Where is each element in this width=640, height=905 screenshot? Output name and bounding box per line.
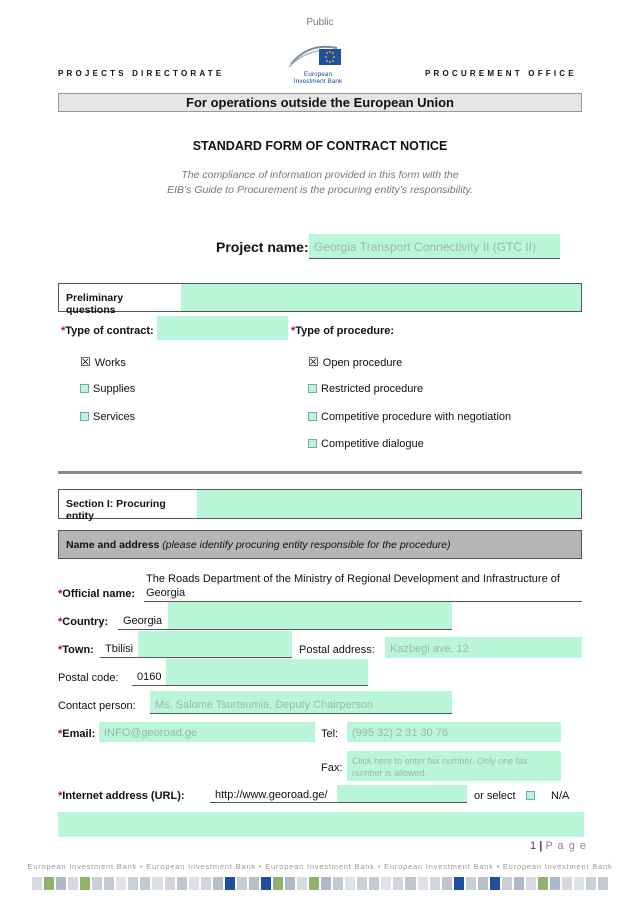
intro-line-2: EIB’s Guide to Procurement is the procuring entity’s responsibility. <box>167 184 473 196</box>
contract-option-services[interactable]: Services <box>80 411 135 423</box>
stripe-block <box>165 877 175 890</box>
footer-text: European Investment Bank • European Investment Bank • European Investment Bank • European Investment Bank • European Investment Bank <box>27 862 613 871</box>
procedure-option-negotiation[interactable]: Competitive procedure with negotiation <box>308 411 511 423</box>
stripe-block <box>309 877 319 890</box>
stripe-block <box>237 877 247 890</box>
logo-line1: European <box>303 71 333 78</box>
stripe-block <box>405 877 415 890</box>
stripe-block <box>574 877 584 890</box>
eib-logo <box>287 38 347 86</box>
checkbox-icon[interactable] <box>526 791 535 800</box>
procedure-option-dialogue[interactable]: Competitive dialogue <box>308 438 424 450</box>
stripe-block <box>393 877 403 890</box>
project-name-field[interactable]: Georgia Transport Connectivity II (GTC II) <box>309 234 560 259</box>
stripe-block <box>297 877 307 890</box>
checkbox-icon[interactable] <box>308 412 317 421</box>
stripe-block <box>526 877 536 890</box>
stripe-block <box>261 877 271 890</box>
stripe-block <box>586 877 596 890</box>
postal-address-label: Postal address: <box>299 644 375 656</box>
stripe-block <box>333 877 343 890</box>
preliminary-questions-title: Preliminary questions <box>59 284 181 311</box>
stripe-block <box>478 877 488 890</box>
stripe-block <box>152 877 162 890</box>
form-title: STANDARD FORM OF CONTRACT NOTICE <box>192 139 448 153</box>
stripe-block <box>80 877 90 890</box>
eib-logo-icon <box>287 38 347 68</box>
name-address-bar <box>58 530 582 559</box>
stripe-block <box>104 877 114 890</box>
stripe-block <box>538 877 548 890</box>
fax-label: Fax: <box>321 762 343 774</box>
procedure-option-open[interactable]: ☒ Open procedure <box>308 355 403 369</box>
stripe-block <box>56 877 66 890</box>
stripe-block <box>273 877 283 890</box>
stripe-block <box>128 877 138 890</box>
footer-color-stripe <box>32 877 608 890</box>
preliminary-questions-bar <box>58 283 582 316</box>
official-name-line-1: The Roads Department of the Ministry of Regional Development and Infrastructure of <box>146 573 560 585</box>
stripe-block <box>213 877 223 890</box>
stripe-block <box>502 877 512 890</box>
stripe-block <box>345 877 355 890</box>
url-field[interactable]: http://www.georoad.ge/ <box>210 785 467 803</box>
checkbox-icon[interactable] <box>80 384 89 393</box>
stripe-block <box>116 877 126 890</box>
email-field[interactable]: INFO@georoad.ge <box>99 722 315 742</box>
page-number: 1 | P a g e <box>530 840 587 852</box>
stripe-block <box>430 877 440 890</box>
tel-label: Tel: <box>321 728 339 740</box>
postal-code-label: Postal code: <box>58 672 119 684</box>
stripe-block <box>490 877 500 890</box>
checkbox-icon[interactable] <box>308 439 317 448</box>
logo-line2: Investment Bank <box>293 78 343 85</box>
official-name-field[interactable] <box>144 572 582 602</box>
stripe-block <box>418 877 428 890</box>
checked-box-icon[interactable]: ☒ <box>308 355 319 369</box>
checkbox-icon[interactable] <box>80 412 89 421</box>
tel-field[interactable]: (995 32) 2 31 30 76 <box>347 722 561 742</box>
contract-option-works[interactable]: ☒ Works <box>80 355 126 369</box>
stripe-block <box>285 877 295 890</box>
country-label: *Country: <box>58 616 109 628</box>
type-of-procedure-label: *Type of procedure: <box>291 325 395 337</box>
country-field[interactable]: Georgia <box>118 602 452 630</box>
stripe-block <box>321 877 331 890</box>
official-name-label: *Official name: <box>58 588 136 600</box>
contact-person-label: Contact person: <box>58 700 136 712</box>
url-label: *Internet address (URL): <box>58 790 185 802</box>
checkbox-icon[interactable] <box>308 384 317 393</box>
stripe-block <box>44 877 54 890</box>
stripe-block <box>92 877 102 890</box>
stripe-block <box>514 877 524 890</box>
or-select-label: or select <box>474 790 516 802</box>
header-projects-directorate: PROJECTS DIRECTORATE <box>58 69 225 78</box>
stripe-block <box>249 877 259 890</box>
stripe-block <box>442 877 452 890</box>
na-label: N/A <box>551 790 570 802</box>
stripe-block <box>381 877 391 890</box>
checked-box-icon[interactable]: ☒ <box>80 355 91 369</box>
postal-address-field[interactable]: Kazbegi ave. 12 <box>385 637 582 658</box>
stripe-block <box>466 877 476 890</box>
stripe-block <box>598 877 608 890</box>
official-name-line-2: Georgia <box>146 587 186 599</box>
stripe-block <box>454 877 464 890</box>
name-address-note: (please identify procuring entity responsible for the procedure) <box>162 539 451 551</box>
stripe-block <box>357 877 367 890</box>
section-1-bar <box>58 489 582 522</box>
stripe-block <box>562 877 572 890</box>
email-label: *Email: <box>58 728 96 740</box>
banner: For operations outside the European Union <box>58 93 582 112</box>
type-of-contract-field[interactable] <box>157 316 288 340</box>
stripe-block <box>68 877 78 890</box>
type-of-contract-label: *Type of contract: <box>61 325 154 337</box>
stripe-block <box>369 877 379 890</box>
stripe-block <box>225 877 235 890</box>
stripe-block <box>550 877 560 890</box>
classification-label: Public <box>306 17 334 28</box>
contract-option-supplies[interactable]: Supplies <box>80 383 135 395</box>
town-field[interactable]: Tbilisi <box>100 631 292 658</box>
intro-line-1: The compliance of information provided in this form with the <box>181 169 459 181</box>
stripe-block <box>32 877 42 890</box>
section-divider <box>58 471 582 474</box>
section-1-title: Section I: Procuring entity <box>59 490 197 518</box>
na-checkbox[interactable] <box>526 790 539 802</box>
stripe-block <box>140 877 150 890</box>
contact-person-field[interactable]: Ms. Salome Tsurtsumia, Deputy Chairperson <box>150 691 452 714</box>
postal-code-field[interactable]: 0160 <box>132 659 368 686</box>
header-procurement-office: PROCUREMENT OFFICE <box>425 69 577 78</box>
procedure-option-restricted[interactable]: Restricted procedure <box>308 383 423 395</box>
name-address-title: Name and address <box>66 539 160 551</box>
town-label: *Town: <box>58 644 94 656</box>
project-name-label: Project name: <box>216 239 309 255</box>
stripe-block <box>177 877 187 890</box>
stripe-block <box>189 877 199 890</box>
fax-field[interactable]: Click here to enter fax number. Only one fax number is allowed. <box>347 751 561 781</box>
stripe-block <box>201 877 211 890</box>
additional-info-field[interactable] <box>58 812 584 837</box>
